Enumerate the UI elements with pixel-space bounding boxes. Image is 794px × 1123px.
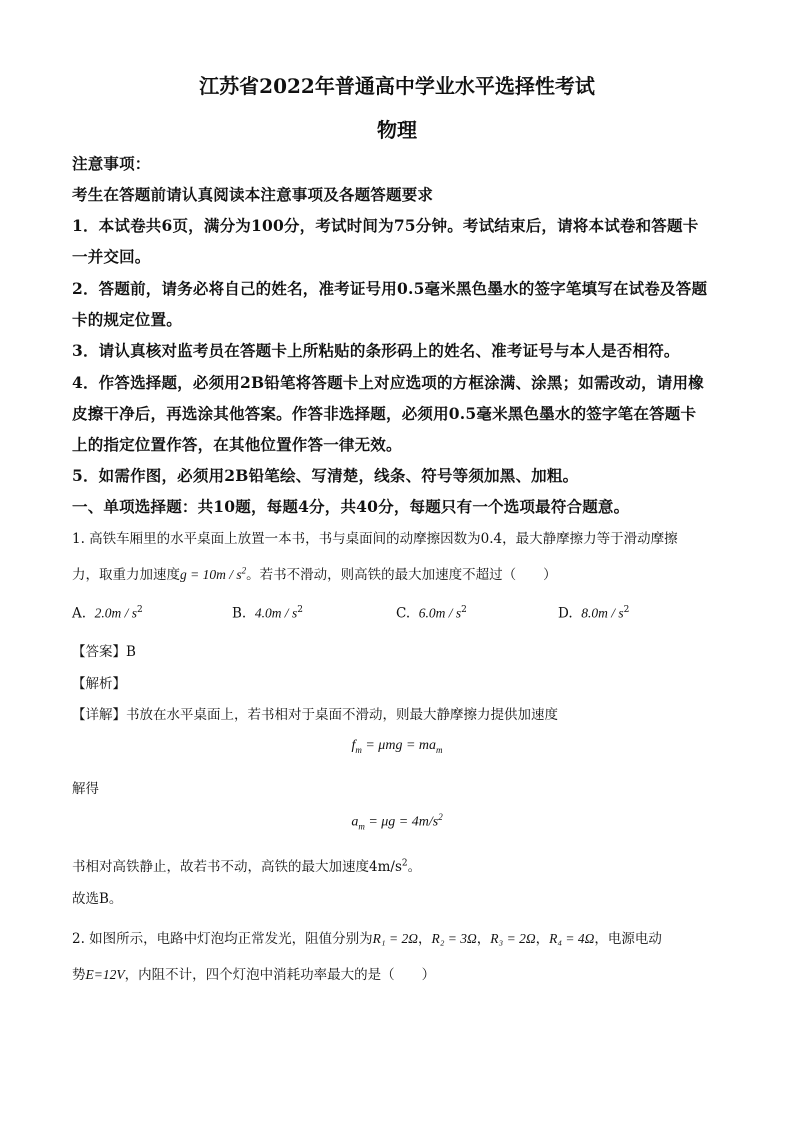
exam-title: 江苏省2022年普通高中学业水平选择性考试 bbox=[199, 74, 595, 98]
notice-line: 皮擦干净后，再选涂其他答案。作答非选择题，必须用0.5毫米黑色墨水的签字笔在答题卡 bbox=[72, 404, 697, 423]
q1-stem-text: 力，取重力加速度 bbox=[72, 567, 180, 583]
q1-option-a: A. $2.0m / s^2$ bbox=[72, 605, 143, 622]
gravity-expression: $g = 10m / s^2$ bbox=[180, 565, 247, 582]
r3-value: R₃ = 2Ω bbox=[490, 931, 536, 946]
q1-choice: 故选B。 bbox=[72, 891, 123, 907]
notice-line: 卡的规定位置。 bbox=[72, 310, 182, 329]
notice-line: 1．本试卷共6页，满分为100分，考试时间为75分钟。考试结束后，请将本试卷和答题卡 bbox=[72, 216, 699, 235]
r1-value: R₁ = 2Ω bbox=[372, 931, 418, 946]
emf-value: E=12V bbox=[85, 967, 125, 982]
equation-friction: $f_m = \mu mg = ma_m$ bbox=[351, 738, 443, 755]
q1-detail bbox=[72, 703, 558, 723]
notice-line: 4．作答选择题，必须用2B铅笔将答题卡上对应选项的方框涂满、涂黑；如需改动，请用橡 bbox=[72, 373, 704, 392]
q1-option-d: D. $8.0m / s^2$ bbox=[558, 605, 630, 622]
notice-line: 3．请认真核对监考员在答题卡上所粘贴的条形码上的姓名、准考证号与本人是否相符。 bbox=[72, 341, 680, 360]
q1-conclusion: 书相对高铁静止，故若书不动，高铁的最大加速度$4m/s^2$。 bbox=[72, 858, 422, 875]
r2-value: R₂ = 3Ω bbox=[431, 931, 477, 946]
notice-line: 5．如需作图，必须用2B铅笔绘、写清楚，线条、符号等须加黑、加粗。 bbox=[72, 466, 579, 485]
solve-label: 解得 bbox=[72, 781, 99, 797]
answer-value: B bbox=[126, 644, 136, 660]
detail-text: 书放在水平桌面上，若书相对于桌面不滑动，则最大静摩擦力提供加速度 bbox=[126, 707, 558, 723]
section-heading: 一、单项选择题：共10题，每题4分，共40分，每题只有一个选项最符合题意。 bbox=[72, 497, 630, 516]
detail-label: 【详解】 bbox=[72, 707, 126, 723]
q1-option-c: C. $6.0m / s^2$ bbox=[396, 605, 467, 622]
r4-value: R₄ = 4Ω bbox=[549, 931, 595, 946]
q1-stem-text: 。若书不滑动，则高铁的最大加速度不超过（ ） bbox=[246, 567, 557, 583]
notice-intro: 考生在答题前请认真阅读本注意事项及各题答题要求 bbox=[72, 185, 434, 204]
q2-stem-line1: 2. 如图所示，电路中灯泡均正常发光，阻值分别为R₁ = 2Ω，R₂ = 3Ω，R₃ = 2Ω，R₄ = 4Ω，电源电动 bbox=[72, 931, 662, 947]
notice-heading: 注意事项： bbox=[72, 154, 151, 173]
q1-stem-line2 bbox=[72, 563, 557, 583]
q2-stem-line2: 势E=12V，内阻不计，四个灯泡中消耗功率最大的是（ ） bbox=[72, 967, 436, 983]
notice-line: 上的指定位置作答，在其他位置作答一律无效。 bbox=[72, 435, 402, 454]
equation-acceleration: $a_m = \mu g = 4m/s^2$ bbox=[351, 812, 443, 832]
analysis-label: 【解析】 bbox=[72, 676, 126, 692]
subject-title: 物理 bbox=[377, 118, 417, 142]
answer-label: 【答案】 bbox=[72, 644, 126, 660]
q1-option-b: B. $4.0m / s^2$ bbox=[232, 605, 303, 622]
q1-stem-line1: 1. 高铁车厢里的水平桌面上放置一本书，书与桌面间的动摩擦因数为0.4，最大静摩擦力等于滑动摩擦 bbox=[72, 531, 678, 547]
notice-line: 一并交回。 bbox=[72, 247, 151, 266]
q1-answer bbox=[72, 640, 136, 660]
notice-line: 2．答题前，请务必将自己的姓名，准考证号用0.5毫米黑色墨水的签字笔填写在试卷及答题 bbox=[72, 279, 708, 298]
